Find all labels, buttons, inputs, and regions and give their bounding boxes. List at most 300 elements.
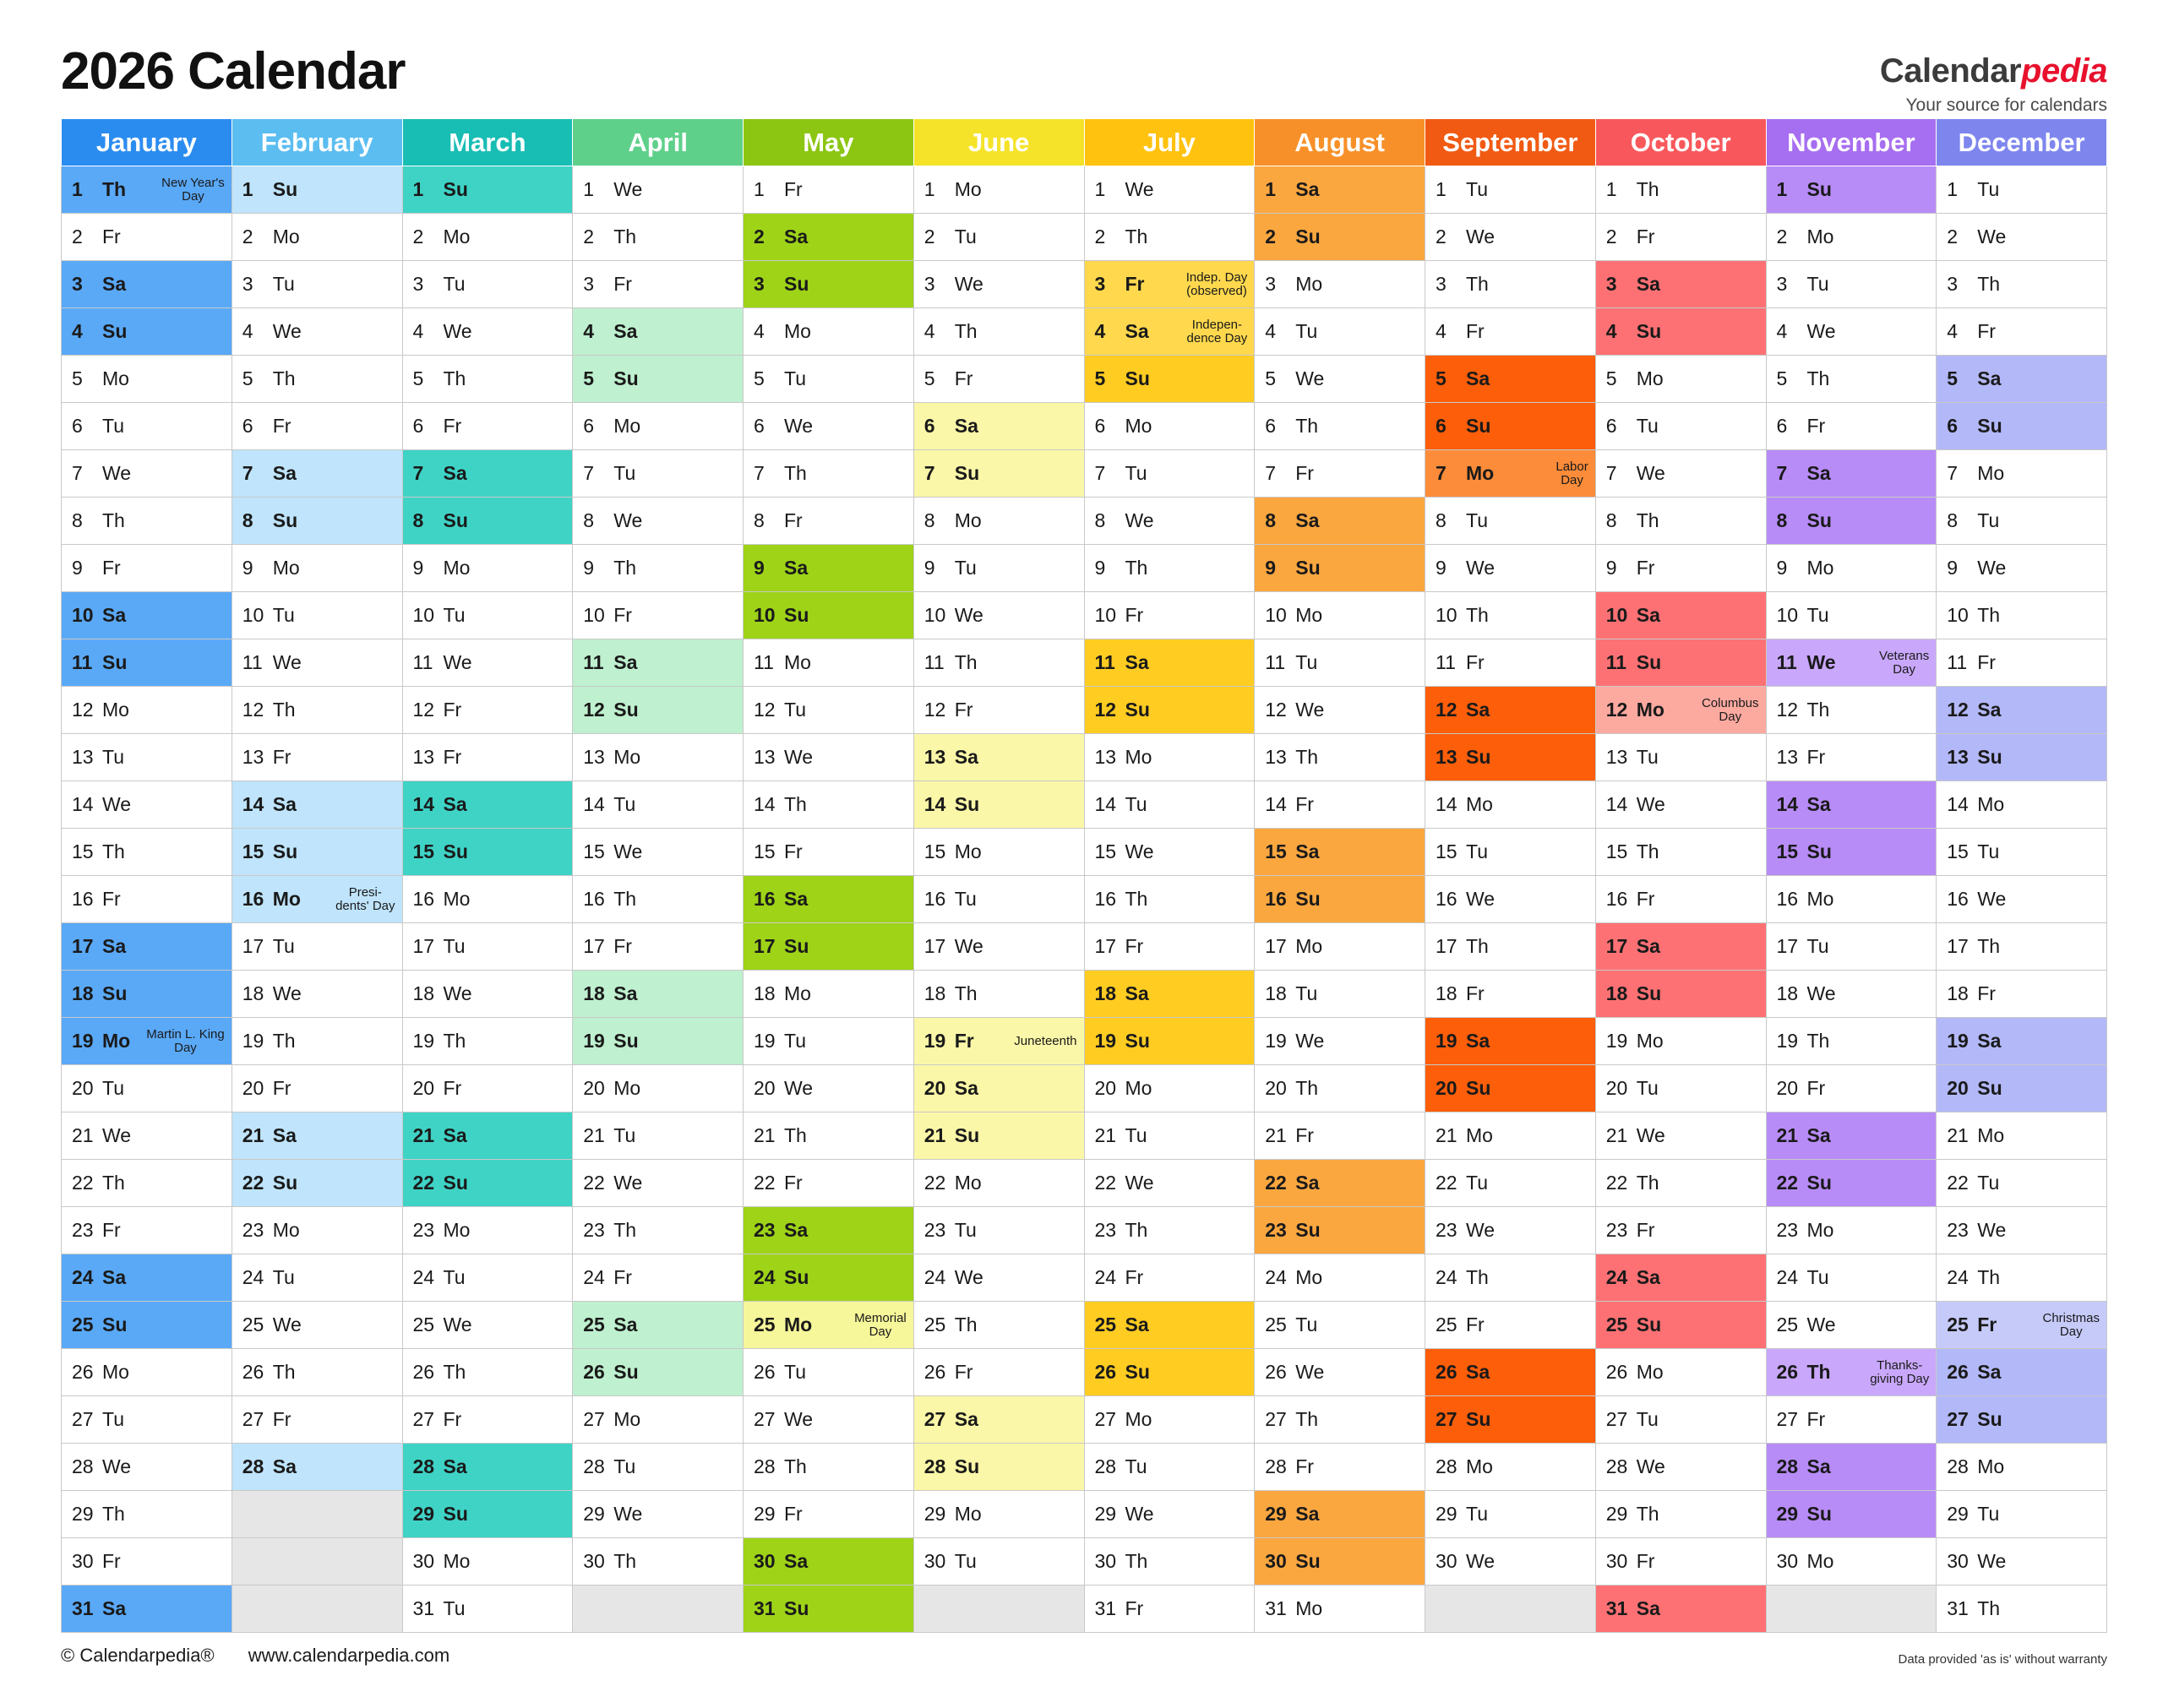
day-number: 30	[72, 1550, 94, 1572]
day-of-week: Th	[1466, 273, 1489, 295]
day-of-week: Su	[1806, 1172, 1832, 1194]
day-number: 2	[242, 226, 253, 247]
day-number: 19	[242, 1030, 264, 1052]
day-of-week: Sa	[1125, 651, 1149, 673]
calendar-row	[62, 876, 2107, 923]
day-number: 27	[1265, 1408, 1287, 1430]
day-number: 30	[1776, 1550, 1799, 1572]
day-of-week: Fr	[1466, 320, 1485, 342]
day-of-week: Fr	[613, 604, 632, 626]
day-cell	[62, 498, 232, 545]
day-number: 17	[1265, 935, 1287, 957]
day-number: 5	[242, 367, 253, 389]
day-of-week: We	[954, 1266, 983, 1288]
day-cell	[232, 1254, 402, 1302]
day-of-week: Su	[443, 178, 468, 200]
day-cell	[1595, 1349, 1766, 1396]
day-cell	[1937, 687, 2107, 734]
day-cell	[1937, 545, 2107, 592]
day-cell	[573, 498, 744, 545]
day-cell	[62, 1491, 232, 1538]
calendar-row	[62, 308, 2107, 356]
day-of-week: Th	[1977, 1266, 2001, 1288]
day-cell	[744, 781, 914, 829]
brand-logo	[1880, 52, 2107, 116]
day-cell	[1937, 450, 2107, 498]
day-of-week: Th	[1636, 1503, 1659, 1525]
day-of-week: Sa	[102, 1597, 127, 1619]
day-number: 22	[1436, 1172, 1457, 1194]
day-of-week: Sa	[1295, 840, 1320, 862]
day-number: 8	[1094, 509, 1106, 531]
day-cell	[1255, 829, 1425, 876]
day-cell	[402, 971, 573, 1018]
day-number: 3	[1094, 273, 1106, 295]
day-of-week: Sa	[1636, 935, 1660, 957]
day-cell	[1937, 971, 2107, 1018]
day-cell	[1595, 356, 1766, 403]
day-of-week: Tu	[1466, 509, 1488, 531]
holiday-label: Juneteenth	[1014, 1033, 1077, 1048]
day-of-week: Su	[1636, 651, 1662, 673]
day-of-week: Th	[1977, 1597, 2001, 1619]
day-number: 26	[583, 1361, 605, 1383]
day-of-week: Th	[954, 1314, 978, 1335]
day-number: 21	[923, 1124, 946, 1146]
day-number: 20	[1094, 1077, 1117, 1099]
day-of-week: Sa	[784, 1219, 809, 1241]
calendar-row	[62, 923, 2107, 971]
day-cell	[402, 1207, 573, 1254]
day-number: 6	[242, 415, 253, 437]
day-cell	[1595, 308, 1766, 356]
day-of-week: Su	[443, 1503, 468, 1525]
day-cell	[1937, 1444, 2107, 1491]
day-of-week: Sa	[102, 935, 127, 957]
day-cell	[62, 876, 232, 923]
day-cell	[1595, 498, 1766, 545]
day-of-week: Fr	[1977, 982, 1996, 1004]
day-cell	[1595, 639, 1766, 687]
day-of-week: Fr	[1295, 462, 1314, 484]
day-cell	[913, 1112, 1084, 1160]
day-of-week: Sa	[272, 793, 297, 815]
calendar-row	[62, 1586, 2107, 1633]
day-number: 15	[754, 840, 776, 862]
day-cell	[232, 829, 402, 876]
day-number: 9	[923, 557, 935, 579]
day-of-week: Mo	[443, 1550, 471, 1572]
day-cell	[1425, 734, 1596, 781]
day-of-week: Sa	[1806, 793, 1831, 815]
day-of-week: Su	[784, 273, 809, 295]
day-cell	[573, 687, 744, 734]
day-cell	[1084, 450, 1255, 498]
day-of-week: Th	[272, 1361, 296, 1383]
day-cell	[1084, 971, 1255, 1018]
day-number: 9	[1605, 557, 1617, 579]
day-cell	[913, 403, 1084, 450]
day-cell	[1595, 1302, 1766, 1349]
day-of-week: We	[1806, 1314, 1836, 1335]
day-of-week: Mo	[1295, 1597, 1323, 1619]
day-cell	[913, 592, 1084, 639]
day-of-week: Th	[1806, 1361, 1831, 1383]
day-cell	[1766, 1491, 1937, 1538]
day-number: 19	[1947, 1030, 1969, 1052]
day-of-week: Su	[954, 793, 980, 815]
day-of-week: We	[1977, 226, 2007, 247]
day-of-week: Tu	[1295, 320, 1318, 342]
day-number: 25	[1436, 1314, 1457, 1335]
day-number: 18	[72, 982, 94, 1004]
day-number: 30	[1265, 1550, 1287, 1572]
day-of-week: Mo	[1636, 1030, 1664, 1052]
calendar-row	[62, 687, 2107, 734]
day-of-week: Mo	[102, 367, 129, 389]
day-cell	[402, 498, 573, 545]
month-header-november: November	[1766, 119, 1937, 166]
day-cell	[1255, 1491, 1425, 1538]
day-of-week: Mo	[102, 699, 129, 721]
day-number: 26	[1776, 1361, 1799, 1383]
day-number: 11	[1265, 651, 1286, 673]
day-cell	[1255, 1112, 1425, 1160]
day-cell	[1255, 545, 1425, 592]
day-number: 1	[1094, 178, 1106, 200]
calendar-row	[62, 261, 2107, 308]
day-cell	[402, 1538, 573, 1586]
day-of-week: Th	[102, 1503, 125, 1525]
day-of-week: Tu	[613, 1455, 636, 1477]
day-number: 26	[1094, 1361, 1117, 1383]
day-cell	[232, 687, 402, 734]
day-number: 2	[583, 226, 595, 247]
day-of-week: Mo	[1636, 367, 1664, 389]
day-number: 25	[1605, 1314, 1628, 1335]
day-number: 29	[1094, 1503, 1117, 1525]
day-cell	[913, 498, 1084, 545]
day-of-week: Sa	[443, 1455, 467, 1477]
day-number: 20	[1265, 1077, 1287, 1099]
day-number: 6	[1436, 415, 1447, 437]
day-cell	[1255, 1349, 1425, 1396]
day-number: 3	[242, 273, 253, 295]
day-cell	[402, 1444, 573, 1491]
page-header	[0, 0, 2163, 118]
day-number: 18	[1094, 982, 1117, 1004]
day-cell	[1084, 687, 1255, 734]
day-cell	[62, 308, 232, 356]
day-cell	[1255, 403, 1425, 450]
day-of-week: Tu	[613, 793, 636, 815]
day-number: 5	[1265, 367, 1277, 389]
day-cell	[573, 1207, 744, 1254]
day-of-week: We	[1125, 840, 1154, 862]
day-of-week: Fr	[784, 1503, 803, 1525]
day-cell	[232, 781, 402, 829]
day-of-week: Sa	[443, 793, 467, 815]
day-cell	[1937, 781, 2107, 829]
day-cell	[402, 545, 573, 592]
day-number: 21	[242, 1124, 264, 1146]
day-cell	[402, 781, 573, 829]
day-of-week: We	[443, 982, 472, 1004]
day-of-week: Tu	[954, 557, 977, 579]
day-cell	[62, 1349, 232, 1396]
month-header-april: April	[573, 119, 744, 166]
day-of-week: Fr	[1977, 320, 1996, 342]
day-of-week: Th	[1466, 604, 1489, 626]
month-header-row	[62, 119, 2107, 166]
day-of-week: We	[1636, 1455, 1665, 1477]
day-number: 1	[242, 178, 253, 200]
day-number: 23	[72, 1219, 94, 1241]
day-number: 4	[72, 320, 83, 342]
day-cell	[1937, 829, 2107, 876]
day-number: 14	[583, 793, 605, 815]
day-of-week: We	[1125, 1503, 1154, 1525]
month-header-june: June	[913, 119, 1084, 166]
day-cell	[62, 545, 232, 592]
day-cell	[573, 1538, 744, 1586]
day-number: 2	[1094, 226, 1106, 247]
day-of-week: Mo	[272, 1219, 300, 1241]
day-of-week: We	[272, 651, 302, 673]
day-number: 29	[72, 1503, 94, 1525]
day-of-week: Th	[102, 1172, 125, 1194]
day-of-week: Sa	[272, 1124, 297, 1146]
day-cell	[1937, 1160, 2107, 1207]
website-link[interactable]: www.calendarpedia.com	[248, 1645, 450, 1666]
day-number: 17	[1605, 935, 1628, 957]
day-cell	[913, 1065, 1084, 1112]
day-number: 7	[923, 462, 935, 484]
day-cell	[744, 1586, 914, 1633]
day-number: 12	[242, 699, 264, 721]
day-of-week: Sa	[1125, 1314, 1149, 1335]
day-cell	[402, 876, 573, 923]
day-cell	[744, 403, 914, 450]
day-cell	[62, 781, 232, 829]
day-of-week: We	[1636, 462, 1665, 484]
day-of-week: Mo	[1295, 1266, 1323, 1288]
day-number: 22	[1265, 1172, 1287, 1194]
day-of-week: Sa	[954, 1077, 978, 1099]
day-cell	[402, 214, 573, 261]
day-number: 21	[583, 1124, 605, 1146]
calendar-row	[62, 498, 2107, 545]
day-number: 21	[1094, 1124, 1117, 1146]
day-number: 10	[1265, 604, 1287, 626]
day-of-week: Mo	[1466, 793, 1493, 815]
day-cell	[232, 1444, 402, 1491]
day-of-week: Th	[1977, 604, 2001, 626]
day-cell	[402, 734, 573, 781]
day-cell	[573, 1302, 744, 1349]
day-of-week: Sa	[1466, 1030, 1490, 1052]
day-number: 23	[242, 1219, 264, 1241]
day-cell	[1255, 166, 1425, 214]
day-of-week: Mo	[1636, 699, 1664, 721]
day-of-week: Mo	[1125, 415, 1152, 437]
day-cell	[1766, 923, 1937, 971]
day-number: 13	[1265, 746, 1287, 768]
day-number: 18	[754, 982, 776, 1004]
day-cell	[1084, 403, 1255, 450]
day-of-week: We	[613, 509, 643, 531]
day-number: 19	[412, 1030, 435, 1052]
day-number: 31	[1605, 1597, 1628, 1619]
day-of-week: Sa	[1125, 982, 1149, 1004]
day-cell	[1255, 356, 1425, 403]
day-number: 22	[242, 1172, 264, 1194]
day-of-week: Tu	[1466, 1172, 1488, 1194]
day-cell	[1084, 1207, 1255, 1254]
day-cell	[1595, 1065, 1766, 1112]
day-of-week: Tu	[1636, 1408, 1659, 1430]
day-number: 15	[1947, 840, 1969, 862]
day-number: 22	[1947, 1172, 1969, 1194]
day-of-week: Mo	[272, 888, 301, 910]
day-number: 27	[923, 1408, 946, 1430]
day-of-week: Tu	[443, 935, 466, 957]
day-cell	[62, 1396, 232, 1444]
day-cell	[1766, 781, 1937, 829]
day-of-week: Fr	[443, 699, 462, 721]
day-of-week: Th	[1125, 1550, 1148, 1572]
day-number: 5	[1947, 367, 1959, 389]
day-cell	[1595, 734, 1766, 781]
day-cell	[62, 923, 232, 971]
day-cell	[232, 308, 402, 356]
day-number: 9	[583, 557, 595, 579]
day-number: 17	[412, 935, 435, 957]
day-of-week: Fr	[1636, 888, 1655, 910]
day-number: 16	[754, 888, 776, 910]
day-number: 5	[1776, 367, 1788, 389]
day-number: 13	[923, 746, 946, 768]
day-number: 5	[72, 367, 83, 389]
day-cell	[232, 1160, 402, 1207]
day-cell	[1595, 923, 1766, 971]
day-of-week: Sa	[613, 1314, 638, 1335]
day-cell	[1766, 545, 1937, 592]
day-number: 5	[923, 367, 935, 389]
day-of-week: Tu	[1636, 1077, 1659, 1099]
day-number: 18	[412, 982, 435, 1004]
day-cell	[744, 1396, 914, 1444]
day-number: 18	[1776, 982, 1799, 1004]
day-of-week: Fr	[1295, 793, 1314, 815]
day-of-week: Sa	[272, 1455, 297, 1477]
day-cell	[62, 1112, 232, 1160]
day-of-week: Mo	[784, 651, 811, 673]
day-cell	[744, 1349, 914, 1396]
day-cell	[913, 1254, 1084, 1302]
day-number: 8	[754, 509, 765, 531]
day-cell	[1595, 545, 1766, 592]
day-of-week: We	[1295, 1030, 1325, 1052]
day-cell	[1766, 1160, 1937, 1207]
day-cell	[232, 1207, 402, 1254]
day-cell	[573, 829, 744, 876]
day-cell	[744, 687, 914, 734]
day-of-week: We	[784, 415, 814, 437]
day-of-week: We	[1466, 1550, 1496, 1572]
day-of-week: Th	[954, 651, 978, 673]
day-cell	[232, 971, 402, 1018]
day-cell	[1595, 592, 1766, 639]
day-cell	[62, 1207, 232, 1254]
day-cell	[1595, 1444, 1766, 1491]
day-of-week: Sa	[1466, 367, 1490, 389]
day-cell	[744, 829, 914, 876]
day-number: 17	[1094, 935, 1117, 957]
day-cell	[1425, 545, 1596, 592]
day-number: 14	[1265, 793, 1287, 815]
day-number: 30	[583, 1550, 605, 1572]
day-number: 5	[1605, 367, 1617, 389]
day-of-week: Sa	[1295, 178, 1320, 200]
holiday-label: Memorial Day	[854, 1310, 907, 1339]
day-number: 23	[1265, 1219, 1287, 1241]
day-number: 24	[412, 1266, 435, 1288]
empty-day-cell	[1766, 1586, 1937, 1633]
day-number: 12	[1947, 699, 1969, 721]
day-of-week: Sa	[1125, 320, 1149, 342]
footer-copyright-area	[61, 1645, 449, 1667]
day-of-week: Mo	[1977, 462, 2005, 484]
day-cell	[1084, 781, 1255, 829]
calendar-row	[62, 1207, 2107, 1254]
day-number: 2	[1947, 226, 1959, 247]
day-of-week: Tu	[1125, 462, 1147, 484]
day-cell	[62, 734, 232, 781]
day-of-week: Mo	[954, 1503, 982, 1525]
empty-day-cell	[232, 1491, 402, 1538]
day-number: 5	[412, 367, 424, 389]
day-number: 15	[242, 840, 264, 862]
day-cell	[573, 1065, 744, 1112]
day-number: 8	[1265, 509, 1277, 531]
day-number: 6	[754, 415, 765, 437]
calendar-row	[62, 214, 2107, 261]
day-cell	[1084, 1586, 1255, 1633]
day-of-week: Su	[1806, 1503, 1832, 1525]
day-cell	[232, 734, 402, 781]
day-number: 22	[1776, 1172, 1799, 1194]
day-number: 29	[1436, 1503, 1457, 1525]
day-of-week: Th	[1125, 226, 1148, 247]
day-number: 16	[1776, 888, 1799, 910]
day-cell	[1084, 1396, 1255, 1444]
day-number: 27	[1436, 1408, 1457, 1430]
day-number: 28	[1605, 1455, 1628, 1477]
day-of-week: We	[443, 651, 472, 673]
day-of-week: We	[272, 320, 302, 342]
day-of-week: Sa	[613, 982, 638, 1004]
day-number: 7	[1947, 462, 1959, 484]
day-of-week: Tu	[1466, 1503, 1488, 1525]
day-cell	[1595, 214, 1766, 261]
day-cell	[402, 639, 573, 687]
day-number: 19	[72, 1030, 94, 1052]
day-of-week: Fr	[272, 746, 291, 768]
day-cell	[573, 1254, 744, 1302]
day-cell	[1595, 1018, 1766, 1065]
month-header-july: July	[1084, 119, 1255, 166]
